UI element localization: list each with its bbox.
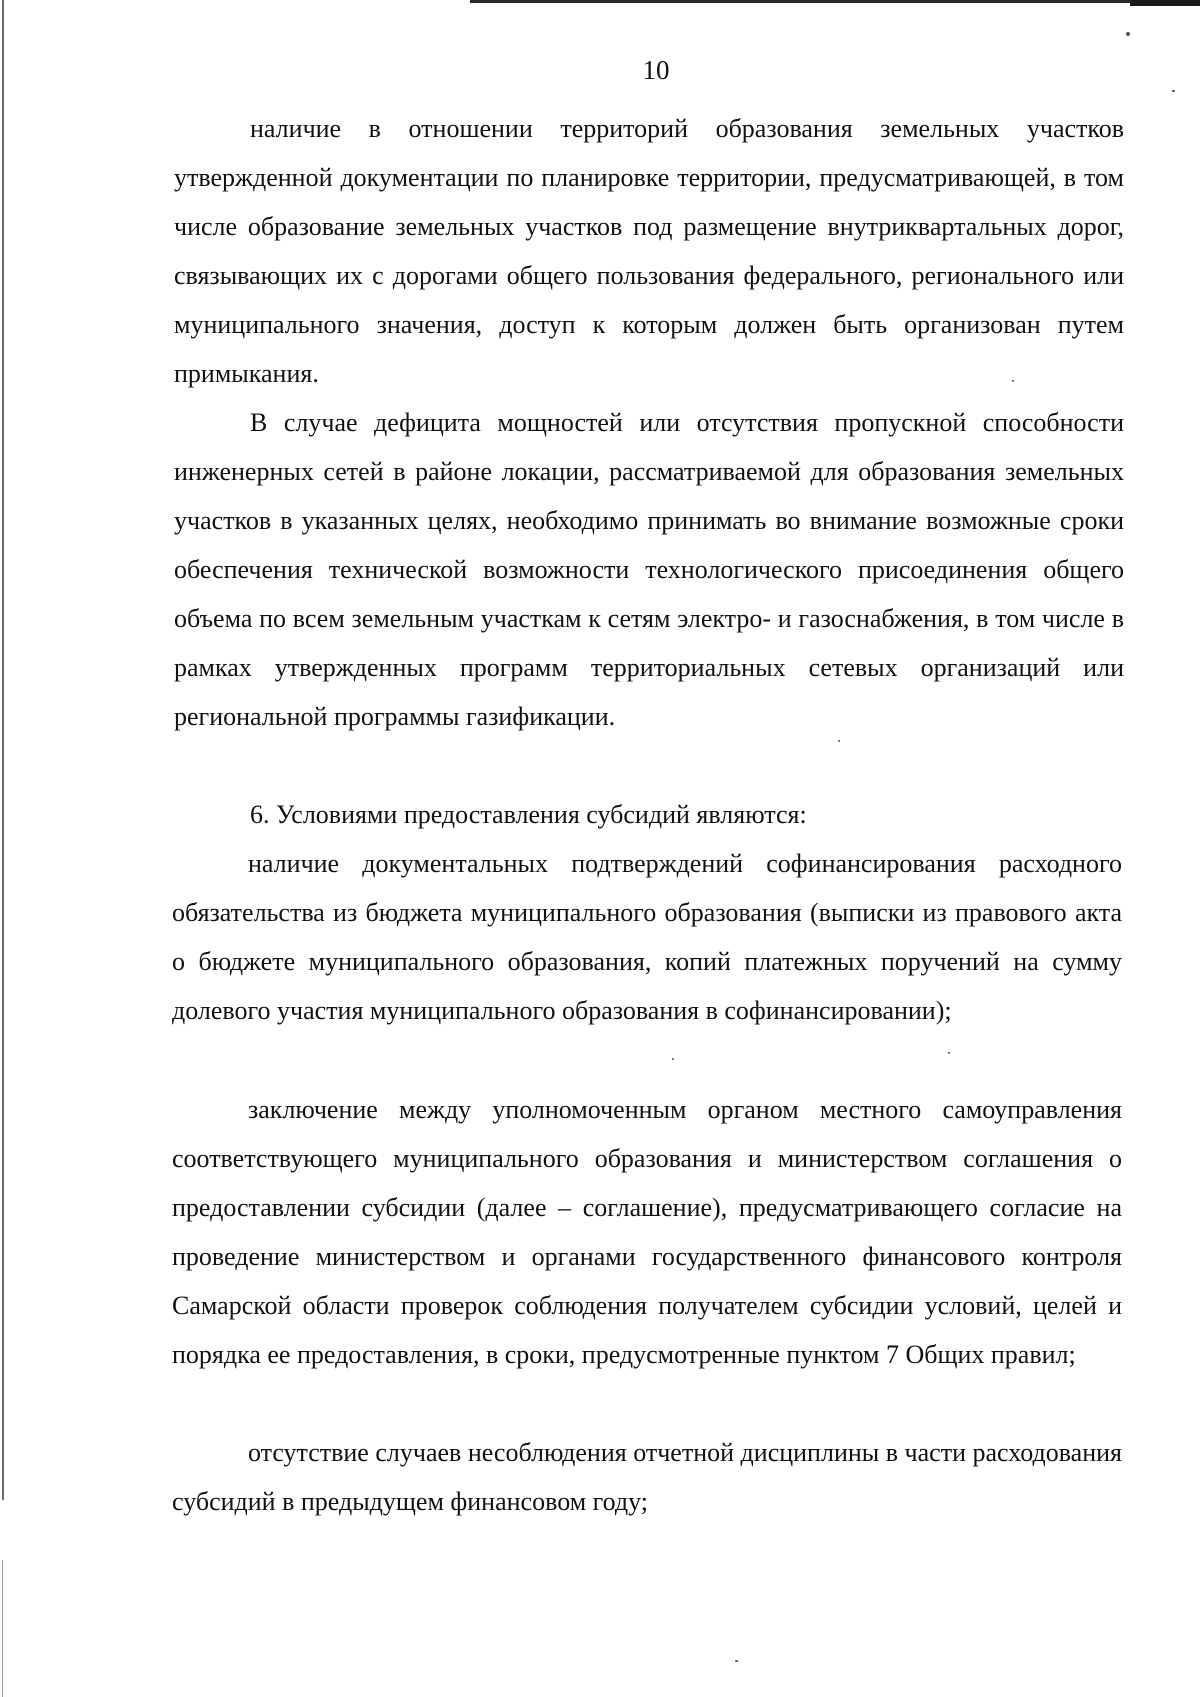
page-body bbox=[172, 1085, 1122, 1379]
scan-speck bbox=[1172, 90, 1175, 92]
paragraph-capacity-deficit: В случае дефицита мощностей или отсутствия пропускной способности инженерных сетей в районе локации, рассматриваемой для образования земельных участков в указанных целях, необходимо принимать во внимание возможные сроки обеспечения технической возможности технологического присоединения общего объема по всем земельным участкам к сетям электро- и газоснабжения, в том числе в рамках утвержденных программ территориальных сетевых организаций или региональной программы газификации. bbox=[174, 408, 1124, 731]
scan-speck bbox=[948, 1052, 950, 1054]
page-body bbox=[172, 1428, 1122, 1526]
page-body bbox=[174, 398, 1124, 741]
scan-speck bbox=[672, 1058, 674, 1060]
scan-edge-top bbox=[470, 0, 1200, 3]
paragraph-land-plan-documentation: наличие в отношении территорий образования земельных участков утвержденной документации по планировке территории, предусматривающей, в том числе образование земельных участков под размещение внутриквартальных дорог, связывающих их с дорогами общего пользования федерального, регионального или муниципального значения, доступ к которым должен быть организован путем примыкания. bbox=[174, 114, 1124, 388]
scan-edge-left-lower bbox=[2, 1560, 3, 1697]
page-number: 10 bbox=[642, 55, 670, 85]
scan-edge-left bbox=[2, 0, 4, 1500]
page-body bbox=[172, 839, 1122, 1035]
scan-speck bbox=[1126, 32, 1130, 36]
scan-speck bbox=[735, 1660, 738, 1662]
page-body bbox=[174, 790, 1124, 839]
paragraph-subsidy-conditions-heading: 6. Условиями предоставления субсидий являются: bbox=[250, 800, 807, 829]
paragraph-cofinancing-documents: наличие документальных подтверждений софинансирования расходного обязательства из бюджета муниципального образования (выписки из правового акта о бюджете муниципального образования, копий платежных поручений на сумму долевого участия муниципального образования в софинансировании); bbox=[172, 849, 1122, 1025]
paragraph-agreement-conclusion: заключение между уполномоченным органом местного самоуправления соответствующего муниципального образования и министерством соглашения о предоставлении субсидии (далее – соглашение), предусматривающего согласие на проведение министерством и органами государственного финансового контроля Самарской области проверок соблюдения получателем субсидии условий, целей и порядка ее предоставления, в сроки, предусмотренные пунктом 7 Общих правил; bbox=[172, 1095, 1122, 1369]
paragraph-reporting-discipline: отсутствие случаев несоблюдения отчетной дисциплины в части расходования субсидий в предыдущем финансовом году; bbox=[172, 1438, 1122, 1516]
page-body bbox=[174, 104, 1124, 398]
scan-edge-top-right bbox=[1130, 0, 1200, 6]
